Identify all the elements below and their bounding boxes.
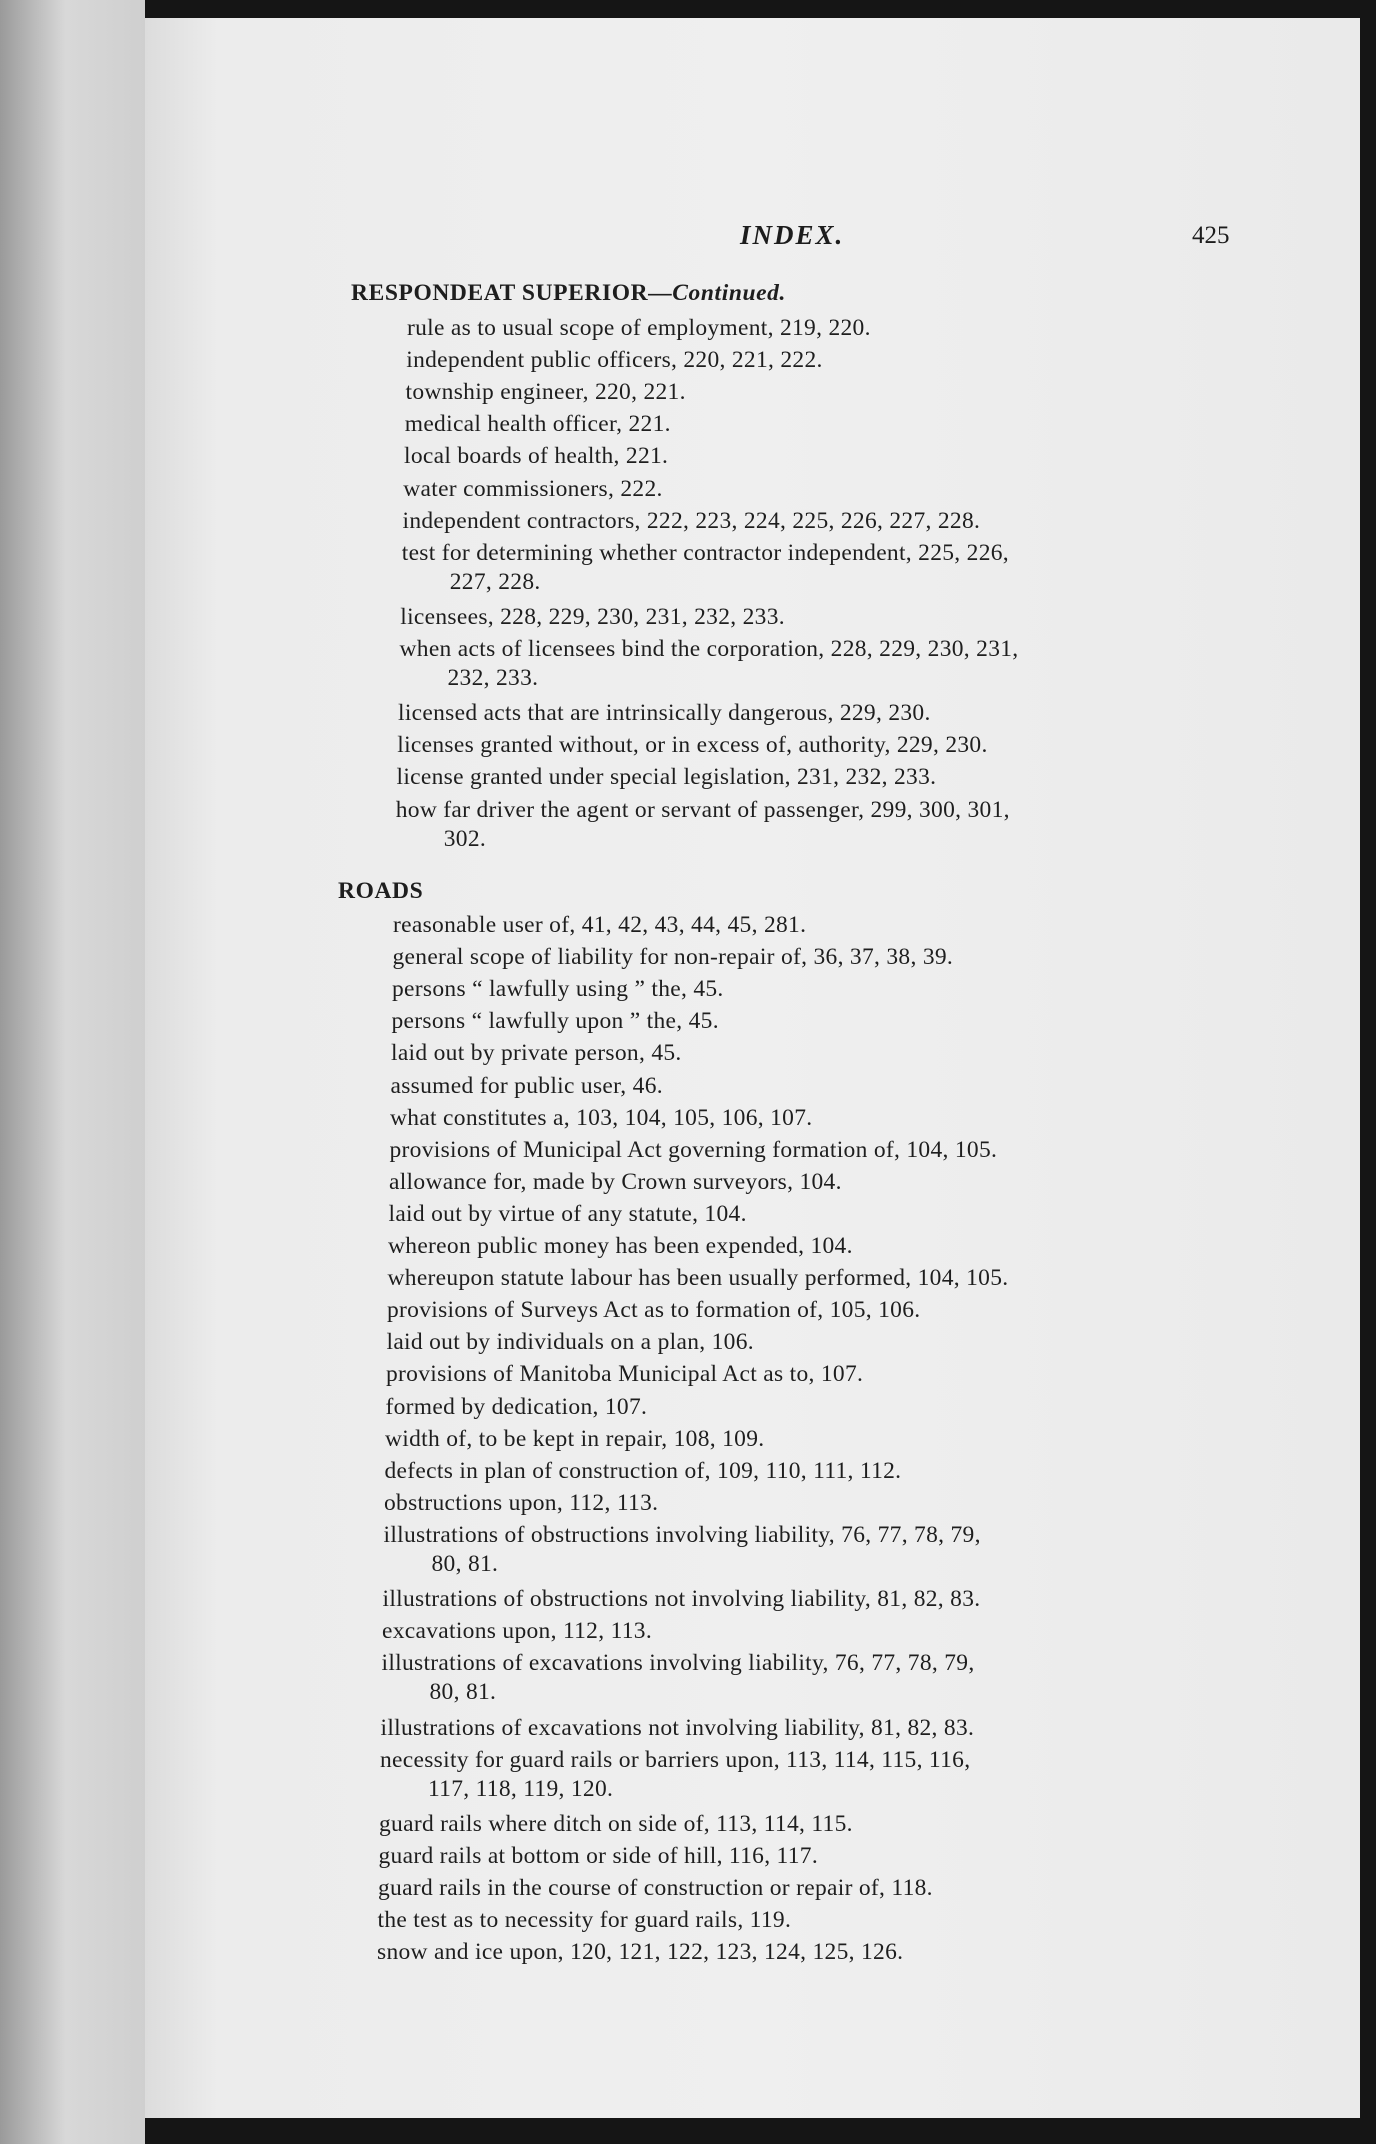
index-entry	[381, 1714, 975, 1743]
heading-text: ROADS	[338, 878, 424, 904]
entry-text: persons “ lawfully using ” the, 45.	[392, 976, 724, 1003]
index-entry	[397, 731, 987, 760]
entry-text: whereupon statute labour has been usually performed, 104, 105.	[387, 1265, 1009, 1292]
index-entry	[385, 1425, 764, 1454]
index-entry	[403, 475, 662, 504]
entry-text: formed by dedication, 107.	[385, 1393, 648, 1420]
page-number: 425	[1192, 222, 1230, 249]
heading-continued: Continued.	[672, 280, 787, 306]
entry-text: guard rails at bottom or side of hill, 116, 117.	[378, 1842, 819, 1869]
index-entry	[384, 1521, 981, 1579]
entry-continuation: 80, 81.	[431, 1550, 499, 1577]
entry-text: provisions of Surveys Act as to formation of, 105, 106.	[387, 1297, 921, 1324]
index-entry	[384, 1489, 658, 1518]
entry-text: snow and ice upon, 120, 121, 122, 123, 124, 125, 126.	[377, 1939, 904, 1966]
entry-text: illustrations of obstructions involving liability, 76, 77, 78, 79,	[383, 1521, 981, 1548]
entry-continuation: 302.	[443, 825, 487, 852]
facing-page-edge	[0, 0, 145, 2144]
entry-text: licenses granted without, or in excess of, authority, 229, 230.	[397, 732, 988, 759]
entry-text: medical health officer, 221.	[404, 411, 671, 438]
index-entry	[390, 1104, 812, 1133]
running-head: INDEX.	[740, 220, 845, 250]
index-entry	[389, 1168, 842, 1197]
entry-text: laid out by individuals on a plan, 106.	[386, 1329, 754, 1356]
index-entry	[380, 1746, 970, 1804]
index-entry	[379, 1842, 819, 1871]
entry-text: when acts of licensees bind the corporation, 228, 229, 230, 231,	[399, 636, 1019, 662]
index-entry	[392, 975, 724, 1004]
index-entry	[407, 314, 871, 343]
index-entry	[392, 1007, 719, 1036]
index-entry	[393, 943, 954, 972]
entry-text: laid out by private person, 45.	[391, 1040, 682, 1067]
entry-text: persons “ lawfully upon ” the, 45.	[391, 1008, 719, 1035]
index-entry	[389, 1200, 747, 1229]
entry-continuation: 117, 118, 119, 120.	[428, 1775, 614, 1802]
index-entry	[390, 1136, 998, 1165]
entry-continuation: 80, 81.	[429, 1679, 497, 1706]
index-entry	[406, 378, 686, 407]
index-entry	[388, 1232, 853, 1261]
index-entry	[393, 911, 806, 940]
index-entry	[403, 507, 981, 536]
entry-text: provisions of Municipal Act governing formation of, 104, 105.	[389, 1136, 998, 1163]
entry-text: allowance for, made by Crown surveyors, 104.	[389, 1168, 842, 1195]
entry-text: excavations upon, 112, 113.	[382, 1618, 653, 1645]
index-entry	[387, 1296, 920, 1325]
entry-continuation: 227, 228.	[449, 568, 541, 595]
entry-text: illustrations of excavations not involving liability, 81, 82, 83.	[380, 1714, 975, 1741]
entry-text: licensees, 228, 229, 230, 231, 232, 233.	[400, 603, 785, 630]
entry-text: how far driver the agent or servant of passenger, 299, 300, 301,	[395, 796, 1010, 823]
index-entry	[398, 699, 931, 728]
index-entry	[386, 1360, 863, 1389]
index-entry	[387, 1328, 754, 1357]
entry-text: guard rails where ditch on side of, 113, 114, 115.	[379, 1810, 853, 1837]
entry-text: test for determining whether contractor independent, 225, 226,	[401, 539, 1009, 566]
index-entry	[388, 1264, 1009, 1293]
index-entry	[406, 346, 822, 375]
index-entry	[397, 763, 937, 792]
entry-text: license granted under special legislation, 231, 232, 233.	[396, 764, 937, 791]
entry-text: width of, to be kept in repair, 108, 109.	[385, 1425, 765, 1452]
entry-continuation: 232, 233.	[447, 665, 539, 691]
index-entry	[402, 539, 1009, 597]
entry-text: water commissioners, 222.	[403, 475, 663, 502]
entry-text: reasonable user of, 41, 42, 43, 44, 45, 281.	[393, 912, 807, 938]
entry-text: rule as to usual scope of employment, 219, 220.	[407, 315, 871, 341]
entry-text: licensed acts that are intrinsically dangerous, 229, 230.	[398, 700, 931, 727]
entry-text: independent contractors, 222, 223, 224, 225, 226, 227, 228.	[402, 507, 981, 534]
heading-roads	[338, 878, 423, 905]
index-entry	[383, 1585, 981, 1614]
index-entry	[396, 796, 1010, 854]
index-entry	[405, 410, 671, 439]
entry-text: assumed for public user, 46.	[390, 1072, 663, 1099]
index-page	[145, 18, 1360, 2118]
entry-text: general scope of liability for non-repair of, 36, 37, 38, 39.	[392, 944, 954, 971]
index-entry	[391, 1039, 682, 1068]
entry-text: obstructions upon, 112, 113.	[384, 1489, 659, 1516]
index-entry	[400, 603, 785, 632]
entry-text: local boards of health, 221.	[404, 443, 669, 470]
index-entry	[391, 1072, 663, 1101]
entry-text: guard rails in the course of construction or repair of, 118.	[378, 1875, 933, 1901]
page-header	[145, 220, 1360, 260]
entry-text: defects in plan of construction of, 109, 110, 111, 112.	[384, 1457, 902, 1484]
heading-text: RESPONDEAT SUPERIOR—	[351, 280, 673, 306]
index-entry	[377, 1938, 903, 1967]
index-entry	[379, 1810, 853, 1839]
entry-text: laid out by virtue of any statute, 104.	[388, 1200, 747, 1227]
entry-text: what constitutes a, 103, 104, 105, 106, 107.	[390, 1104, 813, 1131]
entry-text: illustrations of excavations involving liability, 76, 77, 78, 79,	[381, 1650, 975, 1677]
index-entry	[378, 1906, 792, 1935]
entry-text: necessity for guard rails or barriers upon, 113, 114, 115, 116,	[380, 1746, 971, 1773]
index-entry	[386, 1393, 648, 1422]
index-entry	[382, 1617, 652, 1646]
heading-respondeat-superior	[351, 280, 786, 307]
index-entry	[378, 1874, 933, 1903]
index-entry	[400, 635, 1019, 693]
entry-text: township engineer, 220, 221.	[405, 379, 686, 406]
entry-text: illustrations of obstructions not involving liability, 81, 82, 83.	[382, 1586, 981, 1613]
entry-text: independent public officers, 220, 221, 222.	[406, 347, 823, 374]
entry-text: the test as to necessity for guard rails, 119.	[377, 1907, 792, 1934]
index-entry	[382, 1649, 975, 1707]
entry-text: whereon public money has been expended, 104.	[388, 1233, 853, 1259]
index-entry	[385, 1457, 902, 1486]
index-entry	[404, 442, 668, 471]
entry-text: provisions of Manitoba Municipal Act as to, 107.	[386, 1361, 864, 1388]
